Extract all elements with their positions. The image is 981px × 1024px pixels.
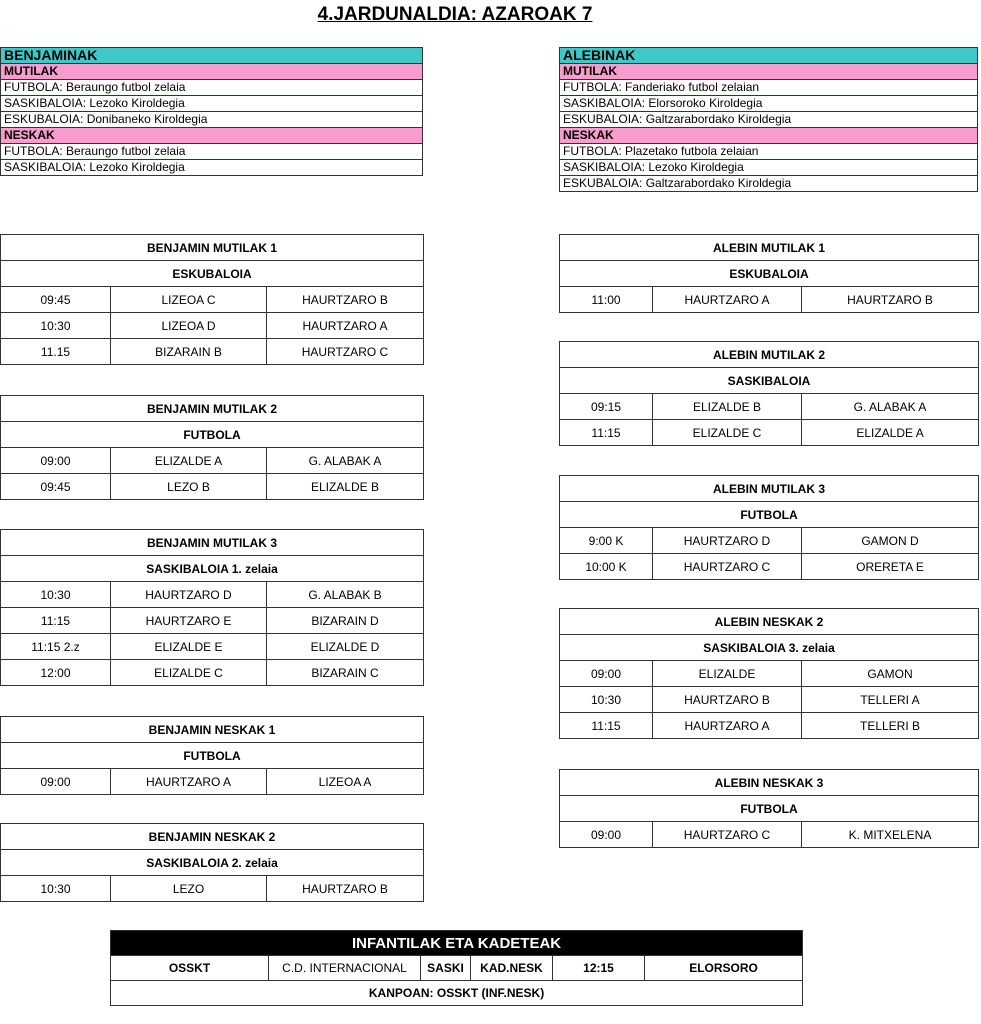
- home-team: HAURTZARO D: [111, 582, 267, 608]
- away-team: HAURTZARO A: [267, 313, 424, 339]
- match-time: 9:00 K: [560, 528, 653, 554]
- benjaminak-mutilak-label: MUTILAK: [1, 64, 423, 80]
- table-row: [1, 474, 424, 500]
- opponent: C.D. INTERNACIONAL: [269, 956, 421, 981]
- group-sport: FUTBOLA: [560, 502, 979, 528]
- home-team: ELIZALDE: [653, 661, 802, 687]
- location-row: FUTBOLA: Fanderiako futbol zelaian: [560, 80, 978, 96]
- home-team: ELIZALDE C: [111, 660, 267, 686]
- home-team: HAURTZARO A: [653, 713, 802, 739]
- home-team: HAURTZARO E: [111, 608, 267, 634]
- match-time: 10:30: [560, 687, 653, 713]
- group-sport: FUTBOLA: [1, 422, 424, 448]
- home-team: HAURTZARO C: [653, 554, 802, 580]
- match-time: 09:45: [1, 474, 111, 500]
- location-row: ESKUBALOIA: Donibaneko Kiroldegia: [1, 112, 423, 128]
- away-team: GAMON D: [802, 528, 979, 554]
- home-team: HAURTZARO C: [653, 822, 802, 848]
- away-team: LIZEOA A: [267, 769, 424, 795]
- venue: ELORSORO: [645, 956, 803, 981]
- group-sport: SASKIBALOIA 3. zelaia: [560, 635, 979, 661]
- away-team: BIZARAIN D: [267, 608, 424, 634]
- group-title: BENJAMIN MUTILAK 1: [1, 235, 424, 261]
- benjaminak-header: BENJAMINAK: [1, 48, 423, 64]
- home-team: ELIZALDE A: [111, 448, 267, 474]
- location-row: FUTBOLA: Beraungo futbol zelaia: [1, 144, 423, 160]
- match-time: 11:00: [560, 287, 653, 313]
- away-team: G. ALABAK A: [802, 394, 979, 420]
- group-title: ALEBIN MUTILAK 3: [560, 476, 979, 502]
- location-row: FUTBOLA: Plazetako futbola zelaian: [560, 144, 978, 160]
- alebinak-neskak-label: NESKAK: [560, 128, 978, 144]
- benjaminak-neskak-label: NESKAK: [1, 128, 423, 144]
- match-time: 10:00 K: [560, 554, 653, 580]
- location-row: ESKUBALOIA: Galtzarabordako Kiroldegia: [560, 112, 978, 128]
- category: KAD.NESK: [471, 956, 553, 981]
- benjaminak-locations: [0, 47, 423, 176]
- away-team: ORERETA E: [802, 554, 979, 580]
- infantilak-footer: KANPOAN: OSSKT (INF.NESK): [111, 981, 803, 1006]
- match-time: 10:30: [1, 313, 111, 339]
- group-title: ALEBIN MUTILAK 1: [560, 235, 979, 261]
- match-time: 10:30: [1, 582, 111, 608]
- location-row: FUTBOLA: Beraungo futbol zelaia: [1, 80, 423, 96]
- group-benjamin-neskak-1: [0, 716, 424, 795]
- table-row: [560, 420, 979, 446]
- group-sport: SASKIBALOIA 1. zelaia: [1, 556, 424, 582]
- sport: SASKI: [421, 956, 471, 981]
- group-title: BENJAMIN NESKAK 1: [1, 717, 424, 743]
- match-time: 10:30: [1, 876, 111, 902]
- match-time: 11:15: [1, 608, 111, 634]
- match-time: 09:45: [1, 287, 111, 313]
- away-team: ELIZALDE B: [267, 474, 424, 500]
- match-time: 09:00: [1, 448, 111, 474]
- group-alebin-neskak-3: [559, 769, 979, 848]
- away-team: G. ALABAK B: [267, 582, 424, 608]
- group-title: ALEBIN NESKAK 3: [560, 770, 979, 796]
- match-time: 11:15 2.z: [1, 634, 111, 660]
- table-row: [560, 287, 979, 313]
- group-sport: ESKUBALOIA: [560, 261, 979, 287]
- group-benjamin-mutilak-1: [0, 234, 424, 365]
- group-alebin-mutilak-3: [559, 475, 979, 580]
- table-row: [1, 769, 424, 795]
- home-team: HAURTZARO A: [111, 769, 267, 795]
- group-sport: FUTBOLA: [1, 743, 424, 769]
- group-benjamin-mutilak-2: [0, 395, 424, 500]
- location-row: ESKUBALOIA: Galtzarabordako Kiroldegia: [560, 176, 978, 192]
- group-sport: ESKUBALOIA: [1, 261, 424, 287]
- away-team: GAMON: [802, 661, 979, 687]
- away-team: ELIZALDE D: [267, 634, 424, 660]
- alebinak-header: ALEBINAK: [560, 48, 978, 64]
- away-team: HAURTZARO B: [267, 876, 424, 902]
- home-team: LEZO: [111, 876, 267, 902]
- match-time: 11:15: [560, 420, 653, 446]
- group-title: BENJAMIN MUTILAK 3: [1, 530, 424, 556]
- home-team: HAURTZARO A: [653, 287, 802, 313]
- home-team: ELIZALDE E: [111, 634, 267, 660]
- table-row: [560, 554, 979, 580]
- home-team: BIZARAIN B: [111, 339, 267, 365]
- home-team: HAURTZARO B: [653, 687, 802, 713]
- table-row: [1, 660, 424, 686]
- table-row: [1, 339, 424, 365]
- page-title: 4.JARDUNALDIA: AZAROAK 7: [317, 4, 593, 25]
- table-row: [1, 448, 424, 474]
- group-sport: FUTBOLA: [560, 796, 979, 822]
- alebinak-locations: [559, 47, 978, 192]
- table-row: [1, 634, 424, 660]
- group-alebin-neskak-2: [559, 608, 979, 739]
- location-row: SASKIBALOIA: Elorsoroko Kiroldegia: [560, 96, 978, 112]
- home-team: LIZEOA C: [111, 287, 267, 313]
- home-team: HAURTZARO D: [653, 528, 802, 554]
- away-team: TELLERI A: [802, 687, 979, 713]
- group-benjamin-mutilak-3: [0, 529, 424, 686]
- match-time: 11:15: [560, 713, 653, 739]
- match-time: 11.15: [1, 339, 111, 365]
- group-alebin-mutilak-1: [559, 234, 979, 313]
- away-team: G. ALABAK A: [267, 448, 424, 474]
- team: OSSKT: [111, 956, 269, 981]
- table-row: [111, 956, 803, 981]
- away-team: BIZARAIN C: [267, 660, 424, 686]
- home-team: LEZO B: [111, 474, 267, 500]
- home-team: LIZEOA D: [111, 313, 267, 339]
- group-benjamin-neskak-2: [0, 823, 424, 902]
- location-row: SASKIBALOIA: Lezoko Kiroldegia: [1, 160, 423, 176]
- table-row: [560, 687, 979, 713]
- match-time: 09:00: [560, 661, 653, 687]
- table-row: [1, 313, 424, 339]
- table-row: [560, 713, 979, 739]
- group-title: BENJAMIN MUTILAK 2: [1, 396, 424, 422]
- away-team: HAURTZARO C: [267, 339, 424, 365]
- away-team: ELIZALDE A: [802, 420, 979, 446]
- table-row: [560, 822, 979, 848]
- table-row: [1, 876, 424, 902]
- table-row: [1, 287, 424, 313]
- table-row: [560, 528, 979, 554]
- home-team: ELIZALDE B: [653, 394, 802, 420]
- match-time: 09:00: [560, 822, 653, 848]
- group-sport: SASKIBALOIA 2. zelaia: [1, 850, 424, 876]
- match-time: 12:00: [1, 660, 111, 686]
- group-title: ALEBIN MUTILAK 2: [560, 342, 979, 368]
- away-team: HAURTZARO B: [802, 287, 979, 313]
- away-team: HAURTZARO B: [267, 287, 424, 313]
- group-sport: SASKIBALOIA: [560, 368, 979, 394]
- group-alebin-mutilak-2: [559, 341, 979, 446]
- home-team: ELIZALDE C: [653, 420, 802, 446]
- group-title: ALEBIN NESKAK 2: [560, 609, 979, 635]
- away-team: TELLERI B: [802, 713, 979, 739]
- match-time: 12:15: [553, 956, 645, 981]
- match-time: 09:00: [1, 769, 111, 795]
- table-row: [560, 661, 979, 687]
- away-team: K. MITXELENA: [802, 822, 979, 848]
- table-row: [1, 608, 424, 634]
- match-time: 09:15: [560, 394, 653, 420]
- group-title: BENJAMIN NESKAK 2: [1, 824, 424, 850]
- location-row: SASKIBALOIA: Lezoko Kiroldegia: [560, 160, 978, 176]
- infantilak-header: INFANTILAK ETA KADETEAK: [111, 931, 803, 956]
- table-row: [560, 394, 979, 420]
- table-row: [1, 582, 424, 608]
- infantilak-kadeteak-table: [110, 930, 803, 1006]
- alebinak-mutilak-label: MUTILAK: [560, 64, 978, 80]
- location-row: SASKIBALOIA: Lezoko Kiroldegia: [1, 96, 423, 112]
